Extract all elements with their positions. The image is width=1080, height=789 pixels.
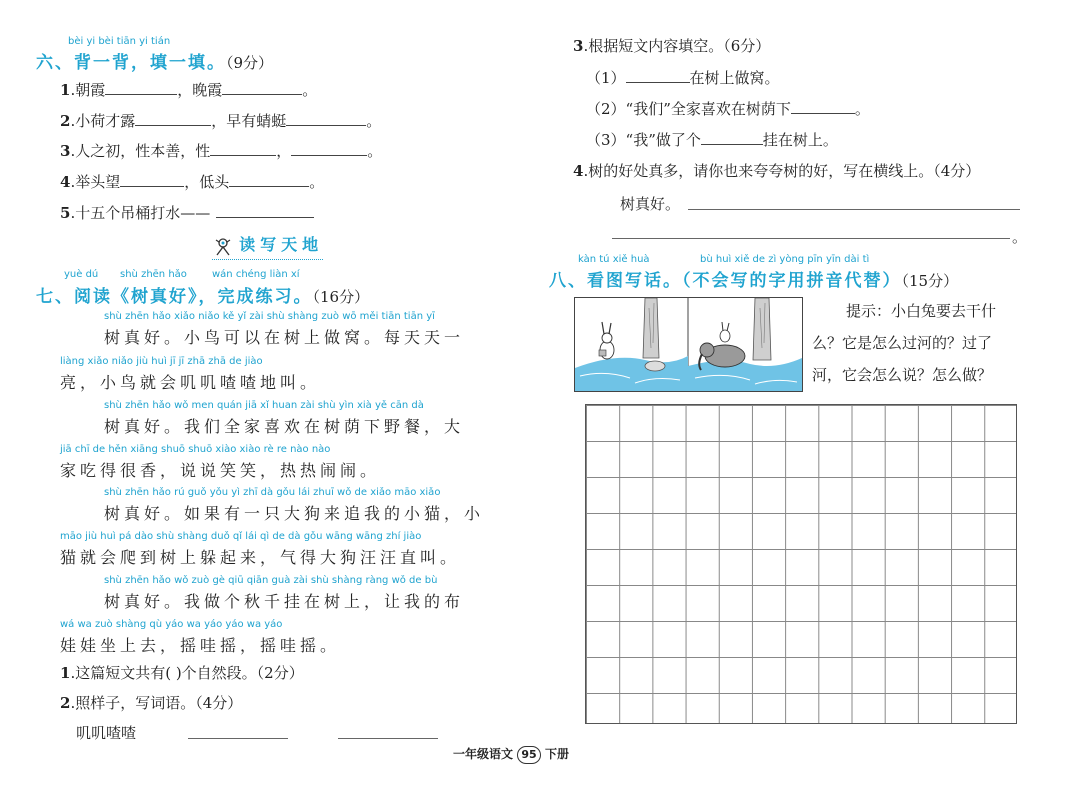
sec7-title [36,282,369,307]
item-text: .人之初，性本善，性 [70,142,211,160]
hint-line-3: 河，它会怎么说？怎么做？ [812,366,993,384]
passage-line-3: 树真好。我们全家喜欢在树荫下野餐，大 [104,417,465,436]
item-text: ，早有蜻蜓 [211,112,287,130]
example-word: 叽叽喳喳 [76,724,137,742]
sec6-score: （9分） [226,54,274,72]
rabbit-river-illustration [575,298,802,391]
item-number: 1 [60,81,71,99]
answer-blank[interactable] [120,172,184,187]
passage-pinyin-5: shù zhēn hǎo rú guǒ yǒu yì zhī dà gǒu lái zhuī wǒ de xiǎo māo xiǎo [104,487,441,498]
sec6-pinyin: bèi yi bèi tiān yi tián [68,36,171,47]
sub-text: 挂在树上。 [762,131,838,149]
question-number: 4 [573,162,584,180]
answer-blank[interactable] [626,68,690,83]
question-text: .这篇短文共有( )个自然段。（2分） [70,664,304,682]
writing-grid[interactable] [585,404,1017,724]
sec7-question-1 [60,662,304,683]
item-end: 。 [309,173,325,191]
question-text: .树的好处真多，请你也来夸夸树的好，写在横线上。（4分） [583,162,981,180]
passage-line-4: 家吃得很香，说说笑笑，热热闹闹。 [60,461,381,480]
question-text: .照样子，写词语。（4分） [70,694,243,712]
answer-blank[interactable] [701,130,763,145]
q4-end: 。 [1012,228,1028,246]
answer-blank[interactable] [105,80,177,95]
question-text: .根据短文内容填空。（6分） [583,37,771,55]
sec6-item-1 [60,79,317,100]
sec8-title [549,266,958,291]
item-text: ，低头 [184,173,230,191]
passage-line-1: 树真好。小鸟可以在树上做窝。每天天一 [104,328,465,347]
answer-blank[interactable] [210,141,276,156]
passage-pinyin-4: jiā chī de hěn xiāng shuō shuō xiào xiào rè re nào nào [60,444,331,455]
passage-line-5: 树真好。如果有一只大狗来追我的小猫，小 [104,504,485,523]
item-text: .举头望 [70,173,121,191]
hint-line-2: 么？它是怎么过河的？过了 [812,334,993,352]
item-number: 3 [60,142,71,160]
story-picture [574,297,803,392]
passage-pinyin-6: māo jiù huì pá dào shù shàng duǒ qǐ lái qì de dà gǒu wāng wāng zhí jiào [60,531,422,542]
item-text: .十五个吊桶打水—— [70,204,211,222]
hint-line-1: 提示：小白兔要去干什 [846,302,997,320]
answer-blank[interactable] [791,99,855,114]
sec7-question-3 [573,35,770,56]
sec6-item-3 [60,140,382,161]
question-number: 3 [573,37,584,55]
answer-line[interactable] [612,238,1010,239]
sub-text: 在树上做窝。 [689,69,780,87]
item-text: .小荷才露 [70,112,136,130]
sub-text: 。 [854,100,870,118]
item-end: 。 [302,81,318,99]
passage-pinyin-2: liàng xiǎo niǎo jiù huì jī jī zhā zhā de jiào [60,356,263,367]
passage-pinyin-1: shù zhēn hǎo xiǎo niǎo kě yǐ zài shù shàng zuò wō měi tiān tiān yī [104,311,435,322]
passage-line-2: 亮，小鸟就会叽叽喳喳地叫。 [60,373,321,392]
sec7-pinyin-2: shù zhēn hǎo [120,269,187,280]
item-end: 。 [366,112,382,130]
sub-label: （1） [586,69,626,87]
sec8-score: （15分） [901,272,959,290]
banner-text: 读写天地 [239,235,324,254]
sec6-title-text: 六、背一背，填一填。 [36,53,226,73]
sec6-item-2 [60,110,381,131]
q3-sub-1 [586,67,780,88]
item-number: 4 [60,173,71,191]
answer-blank[interactable] [216,203,314,218]
passage-pinyin-8: wá wa zuò shàng qù yáo wa yáo yáo wa yáo [60,619,283,630]
sec8-pinyin-1: kàn tú xiě huà [578,254,650,265]
item-text: .朝霞 [70,81,106,99]
pen-flower-icon [212,235,234,257]
answer-line[interactable] [338,738,438,739]
sec7-question-4 [573,160,980,181]
q4-lead: 树真好。 [620,195,681,213]
answer-line[interactable] [188,738,288,739]
sec7-question-2 [60,692,242,713]
reading-writing-banner [212,232,323,260]
page-footer [453,745,569,764]
q3-sub-2 [586,98,870,119]
question-number: 1 [60,664,71,682]
item-number: 5 [60,204,71,222]
answer-blank[interactable] [135,111,211,126]
passage-line-8: 娃娃坐上去，摇哇摇，摇哇摇。 [60,636,341,655]
question-number: 2 [60,694,71,712]
page-number: 95 [517,746,541,764]
passage-line-7: 树真好。我做个秋千挂在树上，让我的布 [104,592,465,611]
sub-label: （2）“我们”全家喜欢在树荫下 [586,100,791,118]
passage-pinyin-3: shù zhēn hǎo wǒ men quán jiā xǐ huan zài shù yìn xià yě cān dà [104,400,424,411]
sec6-title [36,48,273,73]
answer-blank[interactable] [222,80,302,95]
answer-blank[interactable] [291,141,367,156]
sec7-title-text: 七、阅读《树真好》，完成练习。 [36,287,313,307]
sec7-pinyin-3: wán chéng liàn xí [212,269,300,280]
item-number: 2 [60,112,71,130]
q3-sub-3 [586,129,838,150]
sec6-item-5 [60,202,314,223]
sec8-pinyin-2: bù huì xiě de zì yòng pīn yīn dài tì [700,254,870,265]
sub-label: （3）“我”做了个 [586,131,701,149]
answer-line[interactable] [688,209,1020,210]
item-text: ，晚霞 [177,81,223,99]
sec6-item-4 [60,171,324,192]
answer-blank[interactable] [229,172,309,187]
item-end: 。 [367,142,383,160]
item-text: ， [276,142,292,160]
sec7-pinyin-1: yuè dú [64,269,99,280]
footer-grade: 一年级语文 [453,747,514,761]
footer-volume: 下册 [545,747,570,761]
passage-line-6: 猫就会爬到树上躲起来，气得大狗汪汪直叫。 [60,548,461,567]
answer-blank[interactable] [286,111,366,126]
passage-pinyin-7: shù zhēn hǎo wǒ zuò gè qiū qiān guà zài shù shàng ràng wǒ de bù [104,575,438,586]
sec7-score: （16分） [312,288,370,306]
sec8-title-text: 八、看图写话。（不会写的字用拼音代替） [549,271,902,291]
